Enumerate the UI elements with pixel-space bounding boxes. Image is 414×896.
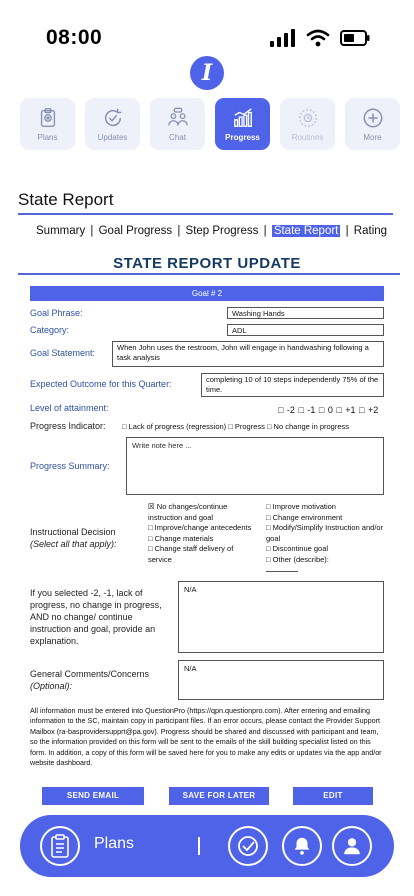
check-badge-icon bbox=[236, 834, 260, 858]
tab-plans[interactable] bbox=[20, 98, 75, 150]
plans-icon bbox=[37, 107, 59, 129]
status-time: 08:00 bbox=[46, 26, 103, 49]
decision-option[interactable]: □ Change materials bbox=[148, 533, 214, 543]
decision-options-right bbox=[266, 502, 384, 565]
tab-routines[interactable] bbox=[280, 98, 335, 150]
page-title: State Report bbox=[18, 190, 114, 209]
tab-chat[interactable] bbox=[150, 98, 205, 150]
subnav-step-progress[interactable]: Step Progress bbox=[185, 225, 259, 237]
bottom-nav-label[interactable]: Plans bbox=[94, 835, 135, 852]
more-icon bbox=[362, 107, 384, 129]
goal-phrase-field[interactable]: Washing Hands bbox=[227, 307, 384, 319]
progress-indicator-label: Progress Indicator: bbox=[30, 421, 106, 431]
wifi-icon bbox=[306, 29, 330, 47]
bottom-nav-check-button[interactable] bbox=[228, 826, 268, 866]
section-tabs bbox=[20, 98, 400, 150]
decision-option[interactable]: □ Change environment bbox=[266, 512, 343, 522]
heading-divider bbox=[18, 273, 400, 275]
category-label: Category: bbox=[30, 325, 70, 335]
status-icons bbox=[270, 29, 370, 47]
instructional-decision-label bbox=[30, 526, 117, 550]
save-for-later-button[interactable]: SAVE FOR LATER bbox=[169, 787, 269, 805]
decision-option[interactable]: □ Discontinue goal bbox=[266, 544, 329, 553]
tab-label: Updates bbox=[97, 132, 128, 142]
app-logo: I bbox=[190, 56, 224, 90]
user-icon bbox=[341, 835, 363, 857]
decision-option[interactable]: □ Improve/change antecedents bbox=[148, 523, 252, 532]
report-heading: STATE REPORT UPDATE bbox=[113, 255, 301, 272]
disclaimer-text: All information must be entered into QuestionPro (https://qpn.questionpro.com). After entering and emailing information to the SC, maintain copy in participant files. If an error occurs, please contact the Provider Support Mailbox (ra-basprovidersupprt@pa.gov). Progress should be shared and discussed with participant and team, so the information provided on this form will be sent to the emails of the skill building specialist listed on this form. In addition, a copy of this form will be saved here for you to make any edits or updates via the app and/or website dashboard. bbox=[30, 706, 382, 768]
bottom-nav-profile-button[interactable] bbox=[332, 826, 372, 866]
clipboard-icon bbox=[49, 834, 71, 858]
tab-label: Routines bbox=[291, 132, 324, 142]
title-divider bbox=[18, 213, 393, 215]
bell-icon bbox=[291, 835, 313, 857]
edit-button[interactable]: EDIT bbox=[293, 787, 373, 805]
category-field[interactable]: ADL bbox=[227, 324, 384, 336]
explanation-textarea[interactable]: N/A bbox=[178, 581, 384, 653]
subnav-separator: | bbox=[345, 225, 349, 237]
progress-indicator-options[interactable]: □ Lack of progress (regression) □ Progress □ No change in progress bbox=[122, 422, 350, 431]
progress-summary-label: Progress Summary: bbox=[30, 461, 110, 471]
decision-sublabel: (Select all that apply): bbox=[30, 539, 117, 549]
decision-option[interactable]: ☒ No changes/continue instruction and goal bbox=[148, 502, 228, 522]
level-attainment-label: Level of attainment: bbox=[30, 403, 109, 413]
goal-number-bar: Goal # 2 bbox=[30, 286, 384, 301]
bottom-nav-notifications-button[interactable] bbox=[282, 826, 322, 866]
comments-label bbox=[30, 668, 149, 692]
signal-icon bbox=[270, 29, 296, 47]
bottom-nav-divider bbox=[198, 837, 200, 855]
bottom-nav bbox=[20, 815, 394, 877]
chat-icon bbox=[167, 107, 189, 129]
comments-textarea[interactable]: N/A bbox=[178, 660, 384, 700]
battery-icon bbox=[340, 30, 370, 46]
routines-icon bbox=[297, 107, 319, 129]
goal-statement-field[interactable]: When John uses the restroom, John will engage in handwashing following a task analysis bbox=[112, 341, 384, 367]
goal-phrase-label: Goal Phrase: bbox=[30, 308, 83, 318]
subnav-separator: | bbox=[90, 225, 94, 237]
decision-options-left bbox=[148, 502, 256, 565]
subnav-separator: | bbox=[263, 225, 267, 237]
goal-statement-label: Goal Statement: bbox=[30, 348, 96, 358]
tab-label: Chat bbox=[169, 132, 186, 142]
subnav-goal-progress[interactable]: Goal Progress bbox=[98, 225, 173, 237]
decision-option[interactable]: □ Improve motivation bbox=[266, 502, 336, 511]
decision-option[interactable]: □ Change staff delivery of service bbox=[148, 544, 234, 564]
comments-sublabel: (Optional): bbox=[30, 681, 73, 691]
progress-summary-textarea[interactable]: Write note here ... bbox=[126, 437, 384, 495]
subnav-separator: | bbox=[177, 225, 181, 237]
level-attainment-options[interactable]: □ -2 □ -1 □ 0 □ +1 □ +2 bbox=[278, 405, 379, 415]
decision-option[interactable]: □ Modify/Simplify Instruction and/or goal bbox=[266, 523, 384, 543]
decision-option[interactable]: □ Other (describe): bbox=[266, 554, 329, 564]
subnav-state-report[interactable]: State Report bbox=[273, 225, 339, 237]
tab-more[interactable] bbox=[345, 98, 400, 150]
progress-icon bbox=[232, 107, 254, 129]
tab-label: Progress bbox=[225, 132, 260, 142]
subnav-summary[interactable]: Summary bbox=[36, 225, 86, 237]
report-subnav bbox=[36, 225, 387, 237]
tab-label: Plans bbox=[37, 132, 58, 142]
tab-updates[interactable] bbox=[85, 98, 140, 150]
bottom-nav-plans-button[interactable] bbox=[40, 826, 80, 866]
decision-label-text: Instructional Decision bbox=[30, 527, 116, 537]
tab-progress[interactable] bbox=[215, 98, 270, 150]
subnav-rating[interactable]: Rating bbox=[353, 225, 388, 237]
send-email-button[interactable]: SEND EMAIL bbox=[42, 787, 144, 805]
explanation-label: If you selected -2, -1, lack of progress, no change in progress, AND no change/ continue instruction and goal, provide an explanation. bbox=[30, 588, 162, 646]
updates-icon bbox=[102, 107, 124, 129]
tab-label: More bbox=[363, 132, 382, 142]
expected-outcome-field[interactable]: completing 10 of 10 steps independently 75% of the time. bbox=[201, 373, 384, 397]
comments-label-text: General Comments/Concerns bbox=[30, 669, 150, 679]
expected-outcome-label: Expected Outcome for this Quarter: bbox=[30, 379, 172, 389]
other-describe-line[interactable] bbox=[266, 571, 298, 572]
